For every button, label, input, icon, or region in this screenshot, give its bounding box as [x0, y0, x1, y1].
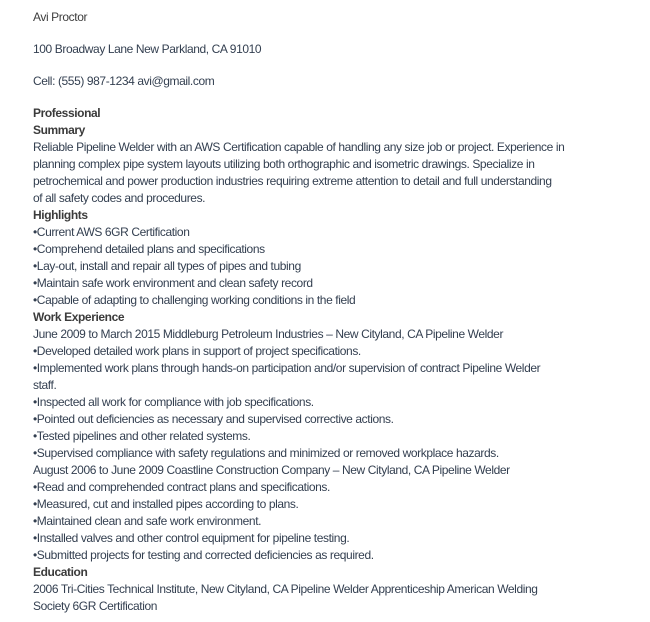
- summary-line: petrochemical and power production industries requiring extreme attention to detail and full understanding: [33, 174, 552, 188]
- address-line: 100 Broadway Lane New Parkland, CA 91010: [33, 42, 262, 56]
- job-1-line: •Implemented work plans through hands-on participation and/or supervision of contract Pipeline Welder: [33, 361, 541, 375]
- job-1-line: •Inspected all work for compliance with job specifications.: [33, 395, 314, 409]
- summary-line: of all safety codes and procedures.: [33, 191, 206, 205]
- job-2-header: August 2006 to June 2009 Coastline Construction Company – New Cityland, CA Pipeline Welder: [33, 463, 510, 477]
- section-professional-summary: [33, 105, 650, 207]
- contact-line: Cell: (555) 987-1234 avi@gmail.com: [33, 74, 215, 88]
- job-1-line: •Developed detailed work plans in support of project specifications.: [33, 344, 361, 358]
- heading-education: Education: [33, 565, 88, 579]
- education-line: 2006 Tri-Cities Technical Institute, New Cityland, CA Pipeline Welder Apprenticeship American Welding: [33, 582, 538, 596]
- heading-summary: Summary: [33, 123, 85, 137]
- job-2-line: •Submitted projects for testing and corrected deficiencies as required.: [33, 548, 374, 562]
- summary-line: Reliable Pipeline Welder with an AWS Certification capable of handling any size job or project. Experience in: [33, 140, 565, 154]
- heading-highlights: Highlights: [33, 208, 88, 222]
- section-education: [33, 564, 650, 615]
- job-entry-2: [33, 462, 650, 564]
- section-work-experience: [33, 309, 650, 564]
- contact-header: [33, 9, 650, 90]
- job-entry-1: [33, 326, 650, 462]
- job-1-header: June 2009 to March 2015 Middleburg Petroleum Industries – New Cityland, CA Pipeline Welder: [33, 327, 504, 341]
- highlight-item: •Lay-out, install and repair all types of pipes and tubing: [33, 259, 301, 273]
- person-name: Avi Proctor: [33, 10, 88, 24]
- highlight-item: •Current AWS 6GR Certification: [33, 225, 190, 239]
- highlight-item: •Maintain safe work environment and clean safety record: [33, 276, 313, 290]
- resume-body: [33, 105, 650, 615]
- section-highlights: [33, 207, 650, 309]
- job-2-line: •Read and comprehended contract plans and specifications.: [33, 480, 330, 494]
- education-line: Society 6GR Certification: [33, 599, 158, 613]
- job-1-line: •Tested pipelines and other related systems.: [33, 429, 251, 443]
- heading-work-experience: Work Experience: [33, 310, 125, 324]
- highlight-item: •Comprehend detailed plans and specifications: [33, 242, 265, 256]
- summary-line: planning complex pipe system layouts utilizing both orthographic and isometric drawings. Specialize in: [33, 157, 535, 171]
- job-2-line: •Installed valves and other control equipment for pipeline testing.: [33, 531, 350, 545]
- job-1-line: •Supervised compliance with safety regulations and minimized or removed workplace hazards.: [33, 446, 499, 460]
- job-2-line: •Measured, cut and installed pipes according to plans.: [33, 497, 299, 511]
- job-1-line: staff.: [33, 378, 57, 392]
- job-1-line: •Pointed out deficiencies as necessary and supervised corrective actions.: [33, 412, 394, 426]
- job-2-line: •Maintained clean and safe work environment.: [33, 514, 262, 528]
- heading-professional: Professional: [33, 106, 101, 120]
- highlight-item: •Capable of adapting to challenging working conditions in the field: [33, 293, 356, 307]
